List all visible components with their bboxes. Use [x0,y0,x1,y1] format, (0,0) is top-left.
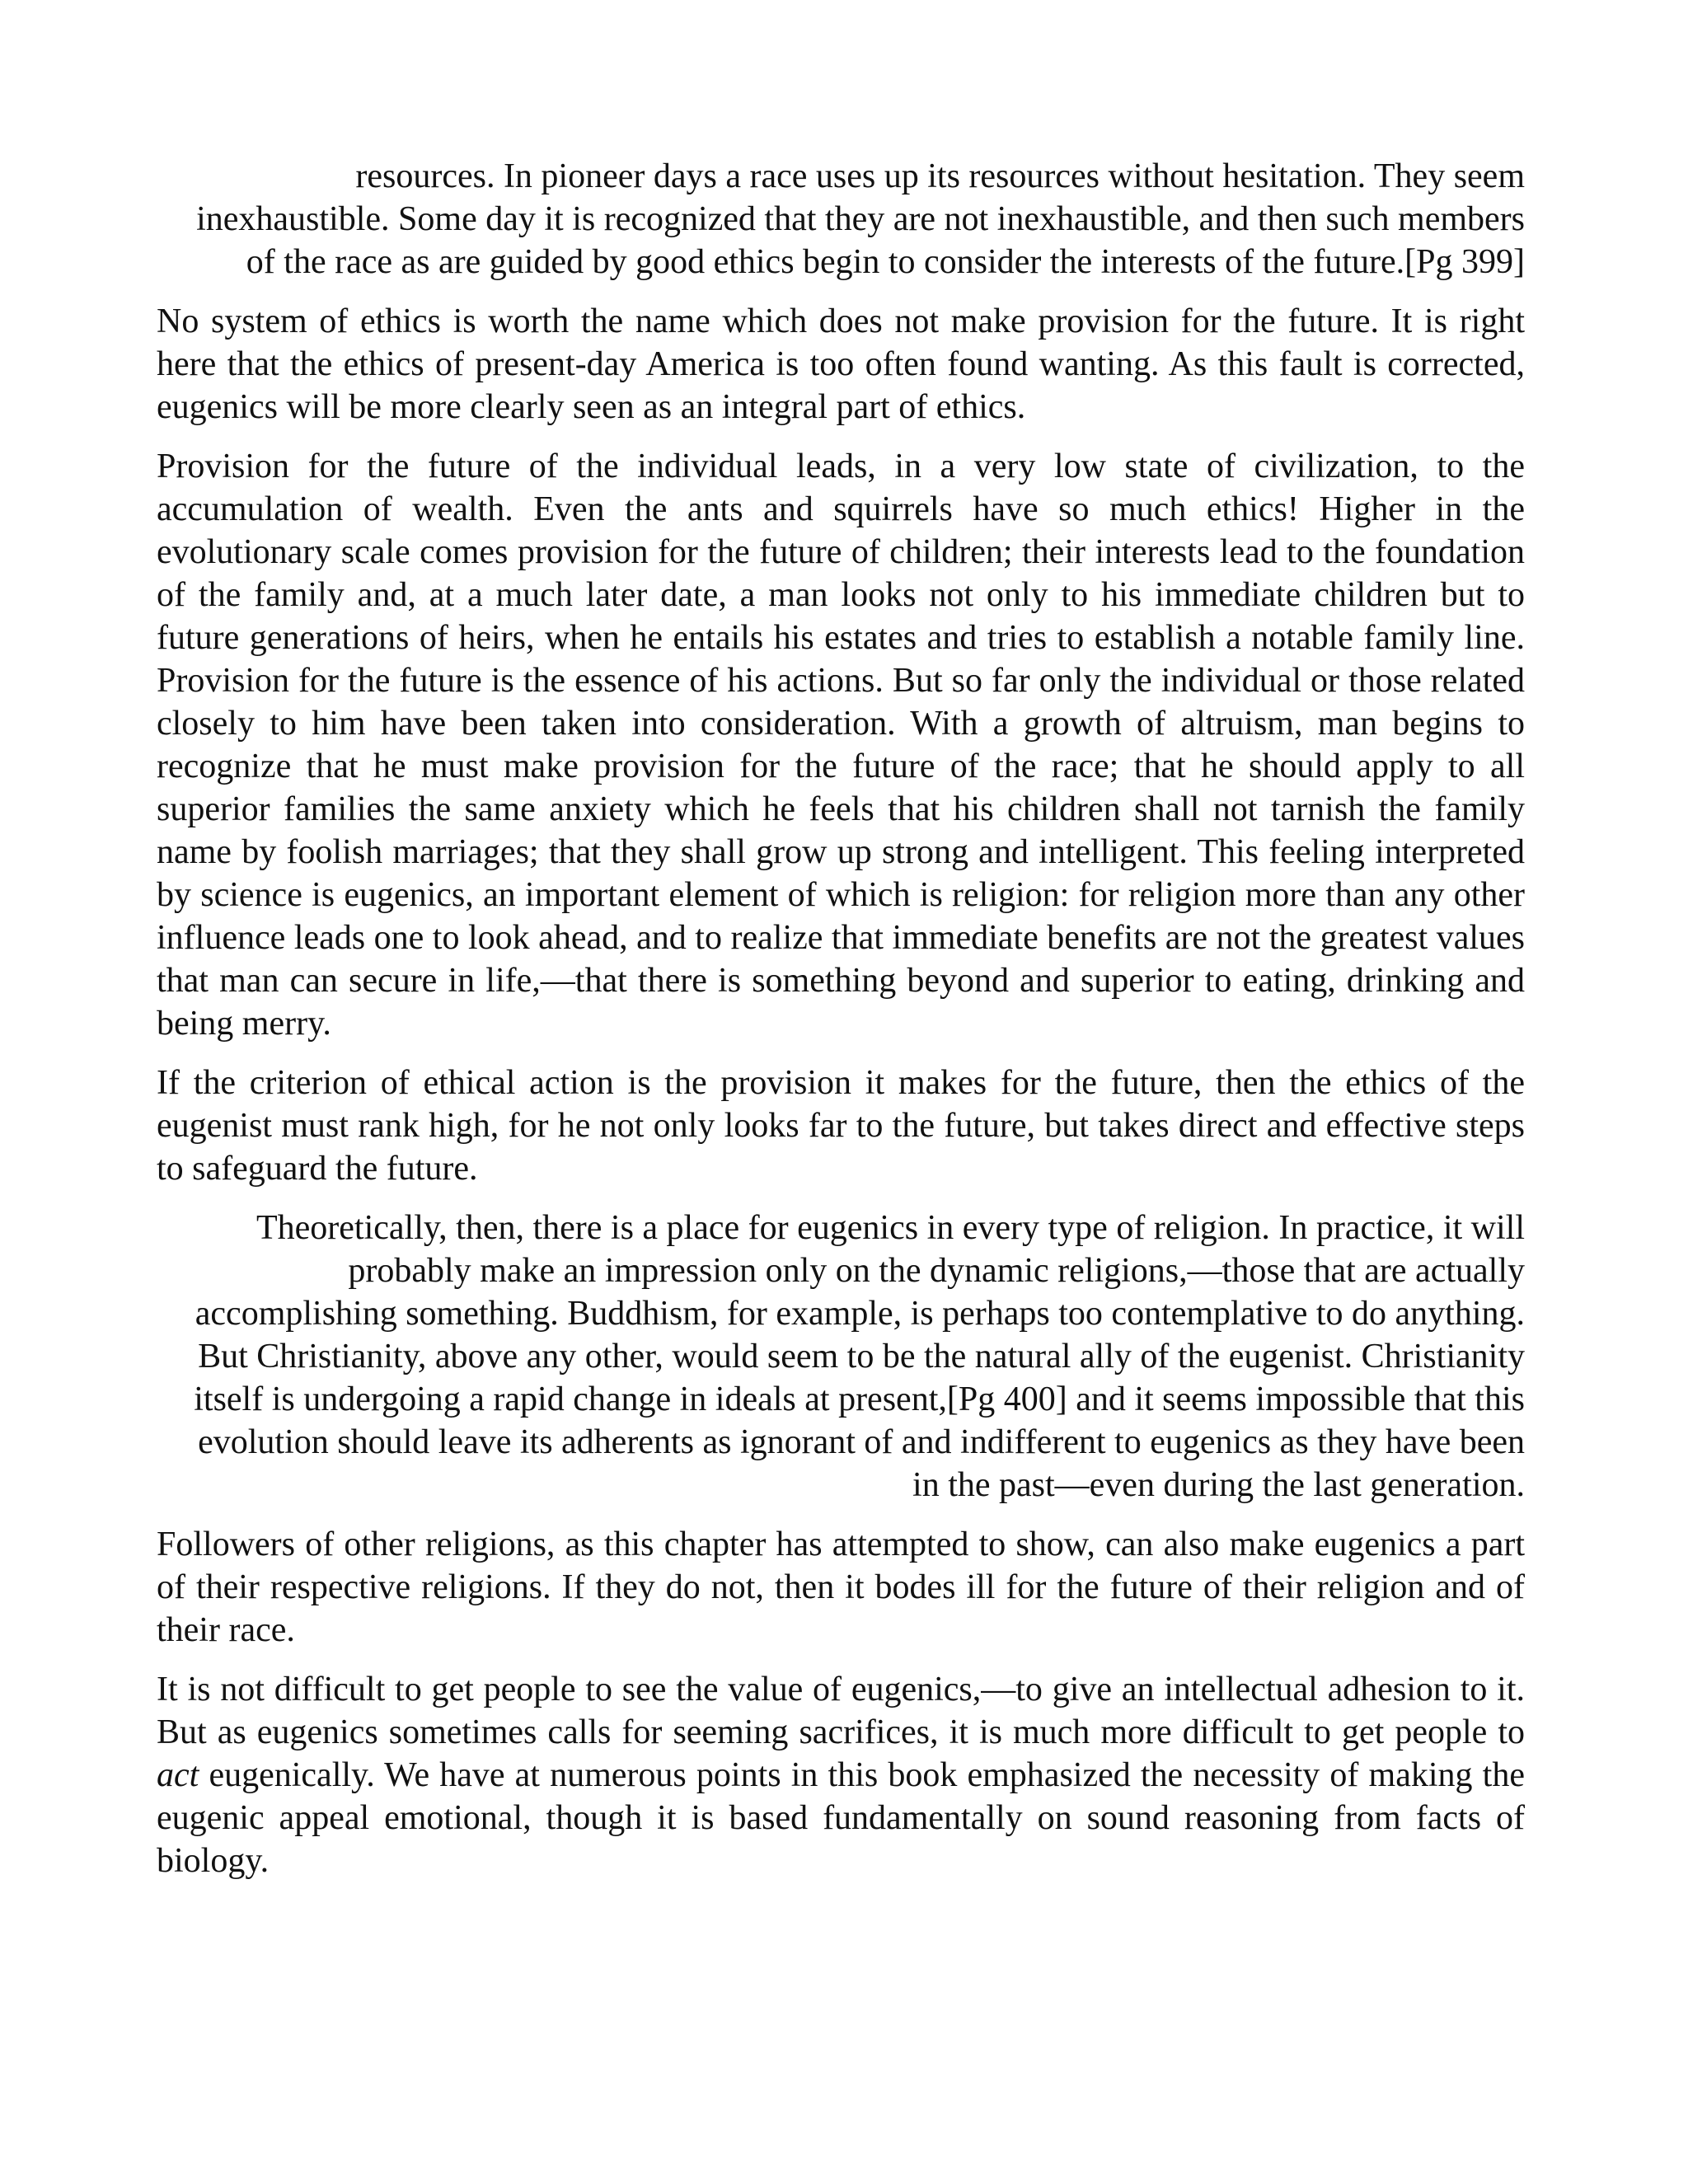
paragraph-theoretically-text-b: and it seems impossible that this evolution should leave its adherents as ignorant of and indifferent to eugenics as they have been in the past—even during the last generation. [198,1380,1525,1504]
paragraph-resources [157,155,1525,284]
paragraph-criterion: If the criterion of ethical action is the provision it makes for the future, then the ethics of the eugenist must rank high, for he not only looks far to the future, but takes direct and effective steps to safeguard the future. [157,1064,1525,1188]
paragraph-ethics-future: No system of ethics is worth the name which does not make provision for the future. It is right here that the ethics of present-day America is too often found wanting. As this fault is corrected, eugenics will be more clearly seen as an integral part of ethics. [157,302,1525,426]
paragraph-theoretically-text-a: Theoretically, then, there is a place for eugenics in every type of religion. In practice, it will probably make an impression only on the dynamic religions,—those that are actually accomplishing something. Buddhism, for example, is perhaps too contemplative to do anything. But Christianity, above any other, would seem to be the natural ally of the eugenist. Christianity itself is undergoing a rapid change in ideals at present, [194,1209,1525,1418]
paragraph-resources-text: resources. In pioneer days a race uses up its resources without hesitation. They seem inexhaustible. Some day it is recognized that they are not inexhaustible, and then such members of the race as are guided by good ethics begin to consider the interests of the future. [196,157,1525,281]
paragraph-act-text-a: It is not difficult to get people to see the value of eugenics,—to give an intellectual adhesion to it. But as eugenics sometimes calls for seeming sacrifices, it is much more difficult to get people to [157,1671,1525,1751]
paragraph-provision: Provision for the future of the individual leads, in a very low state of civilization, to the accumulation of wealth. Even the ants and squirrels have so much ethics! Higher in the evolutionary scale comes provision for the future of children; their interests lead to the foundation of the family and, at a much later date, a man looks not only to his immediate children but to future generations of heirs, when he entails his estates and tries to establish a notable family line. Provision for the future is the essence of his actions. But so far only the individual or those related closely to him have been taken into consideration. With a growth of altruism, man begins to recognize that he must make provision for the future of the race; that he should apply to all superior families the same anxiety which he feels that his children shall not tarnish the family name by foolish marriages; that they shall grow up strong and intelligent. This feeling interpreted by science is eugenics, an important element of which is religion: for religion more than any other influence leads one to look ahead, and to realize that immediate benefits are not the greatest values that man can secure in life,—that there is something beyond and superior to eating, drinking and being merry. [157,448,1525,1043]
emphasis-act: act [157,1756,199,1794]
paragraph-act-text-b: eugenically. We have at numerous points in this book emphasized the necessity of making the eugenic appeal emotional, though it is based fundamentally on sound reasoning from facts of biology. [157,1756,1525,1880]
paragraph-act-eugenically [157,1668,1525,1882]
page-marker-400: [Pg 400] [946,1380,1067,1418]
paragraph-theoretically [157,1207,1525,1507]
page-marker-399: [Pg 399] [1404,243,1525,281]
paragraph-other-religions: Followers of other religions, as this chapter has attempted to show, can also make eugenics a part of their respective religions. If they do not, then it bodes ill for the future of their religion and of their race. [157,1526,1525,1649]
page-content [157,155,1525,1899]
